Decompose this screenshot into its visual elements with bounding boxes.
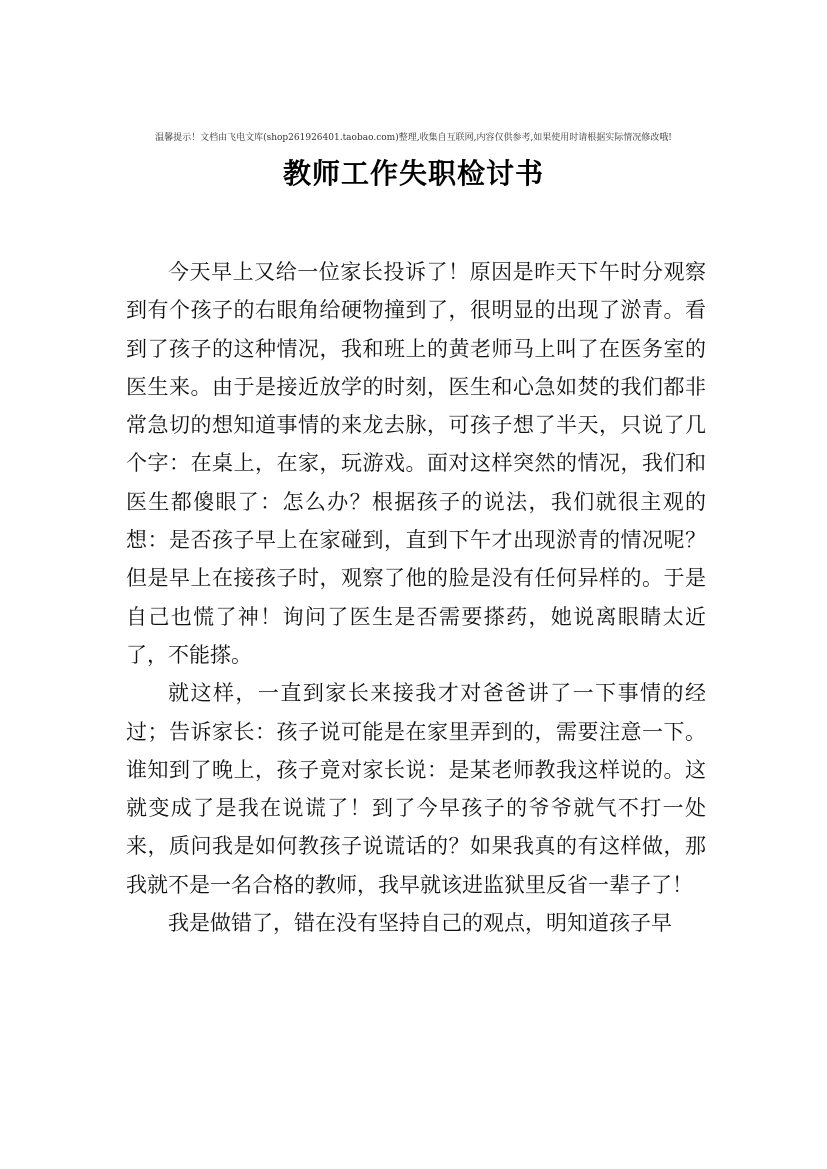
paragraph: 就这样，一直到家长来接我才对爸爸讲了一下事情的经过；告诉家长：孩子说可能是在家里弄到的，需要注意一下。谁知到了晚上，孩子竟对家长说：是某老师教我这样说的。这就变成了是我在说谎了！到了今早孩子的爷爷就气不打一处来，质问我是如何教孩子说谎话的？如果我真的有这样做，那我就不是一名合格的教师，我早就该进监狱里反省一辈子了！ (126, 681, 706, 897)
document-body (126, 253, 706, 942)
paragraph: 我是做错了，错在没有坚持自己的观点，明知道孩子早 (168, 911, 672, 936)
document-title: 教师工作失职检讨书 (282, 157, 544, 190)
document-notice: 温馨提示！文档由飞电文库(shop261926401.taobao.com)整理,收集自互联网,内容仅供参考,如果使用时请根据实际情况修改哦! (155, 133, 672, 143)
paragraph: 今天早上又给一位家长投诉了！原因是昨天下午时分观察到有个孩子的右眼角给硬物撞到了，很明显的出现了淤青。看到了孩子的这种情况，我和班上的黄老师马上叫了在医务室的医生来。由于是接近放学的时刻，医生和心急如焚的我们都非常急切的想知道事情的来龙去脉，可孩子想了半天，只说了几个字：在桌上，在家，玩游戏。面对这样突然的情况，我们和医生都傻眼了：怎么办？根据孩子的说法，我们就很主观的想：是否孩子早上在家碰到，直到下午才出现淤青的情况呢？但是早上在接孩子时，观察了他的脸是没有任何异样的。于是自己也慌了神！询问了医生是否需要搽药，她说离眼睛太近了，不能搽。 (126, 260, 706, 667)
